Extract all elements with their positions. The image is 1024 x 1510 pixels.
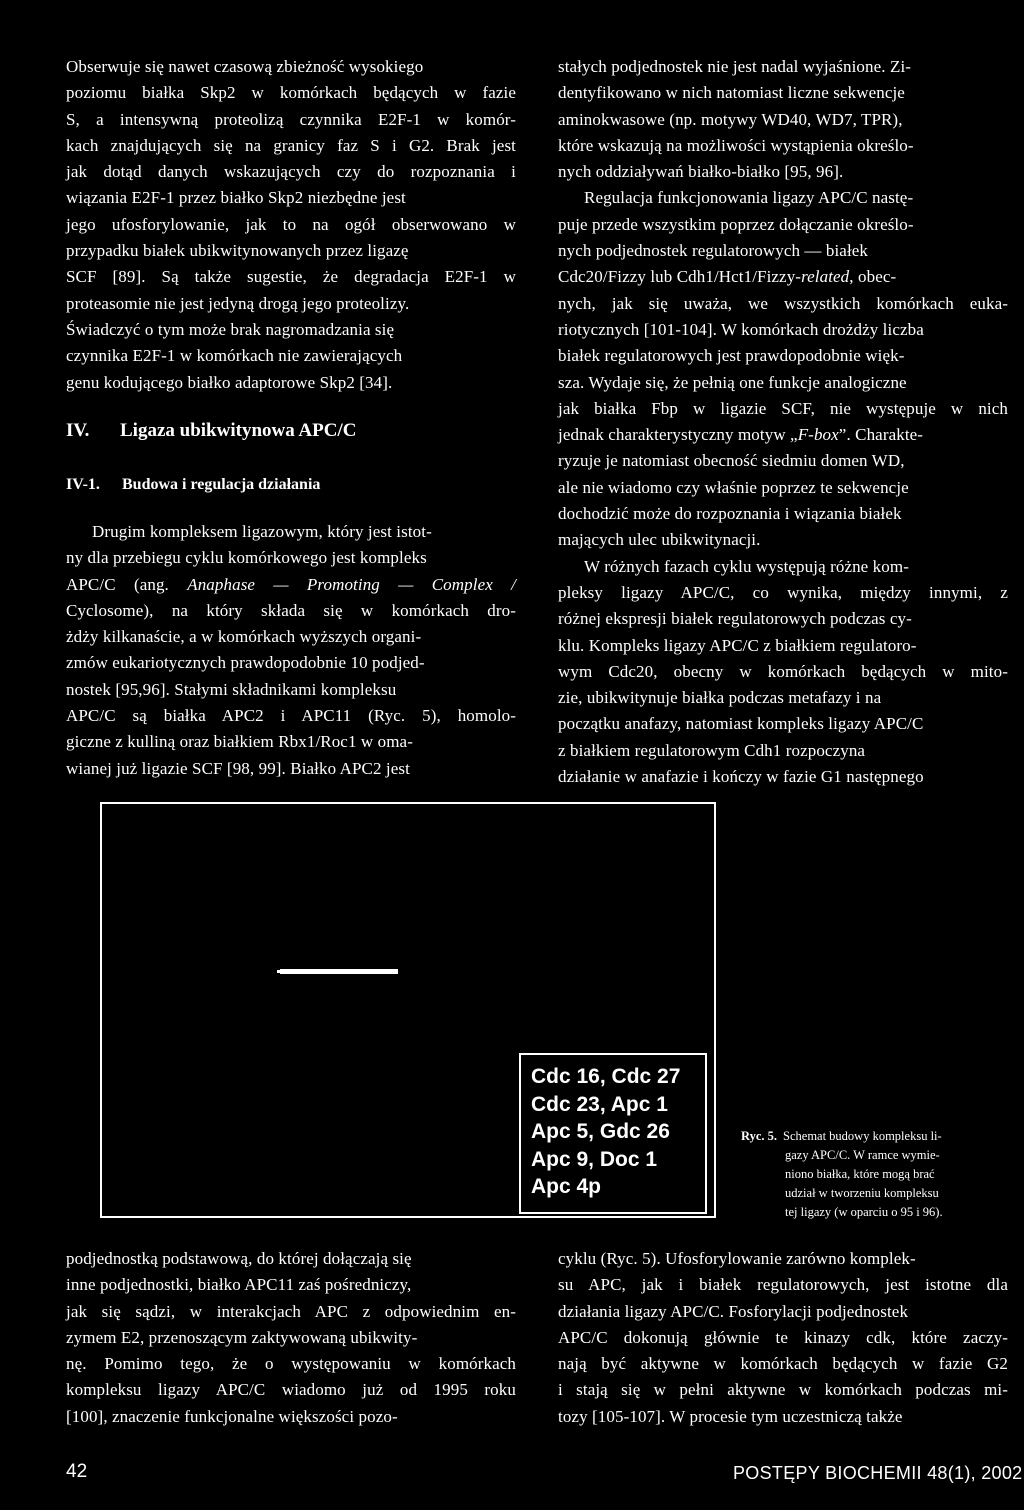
text-line: jego ufosforylowanie, jak to na ogół obserwowano w: [66, 214, 516, 234]
text-line: czynnika E2F-1 w komórkach nie zawierających: [66, 346, 403, 366]
figure-line-mark: [280, 969, 398, 974]
text-line: wianej już ligazie SCF [98, 99]. Białko APC2 jest: [66, 758, 410, 778]
text-line: ryzuje je natomiast obecność siedmiu domen WD,: [558, 451, 905, 471]
text-line: inne podjednostki, białko APC11 zaś pośredniczy,: [66, 1275, 412, 1295]
text-line: podjednostką podstawową, do której dołączają się: [66, 1249, 412, 1268]
text-line: nych, jak się uważa, we wszystkich komórkach euka-: [558, 293, 1008, 313]
text-line: nostek [95,96]. Stałymi składnikami kompleksu: [66, 679, 397, 699]
caption-text: Schemat budowy kompleksu li-: [783, 1129, 942, 1143]
text-fragment: , obec-: [849, 267, 897, 287]
text-line: nych oddziaływań białko-białko [95, 96].: [558, 162, 844, 182]
caption-line: [741, 1127, 1013, 1146]
text-line: su APC, jak i białek regulatorowych, jest istotne dla: [558, 1275, 1008, 1295]
subsection-title: Budowa i regulacja działania: [122, 476, 321, 493]
text-line: różnej ekspresji białek regulatorowych podczas cy-: [558, 609, 912, 629]
text-line: tozy [105-107]. W procesie tym uczestniczą także: [558, 1406, 903, 1426]
protein-list-box: [519, 1053, 707, 1214]
text-line: [100], znaczenie funkcjonalne większości pozo-: [66, 1406, 398, 1426]
text-line: i stają się w pełni aktywne w komórkach podczas mi-: [558, 1380, 1008, 1400]
text-line: SCF [89]. Są także sugestie, że degradacja E2F-1 w: [66, 267, 516, 287]
text-fragment: APC/C (ang.: [66, 574, 188, 594]
text-line: [66, 572, 516, 598]
italic-term: related: [801, 267, 850, 287]
text-line: pleksy ligazy APC/C, co wynika, między innymi, z: [558, 582, 1008, 602]
text-fragment: jednak charakterystyczny motyw „: [558, 425, 798, 445]
text-line: jak się sądzi, w interakcjach APC z odpowiednim en-: [66, 1301, 516, 1321]
text-line: sza. Wydaje się, że pełnią one funkcje analogiczne: [558, 372, 907, 392]
text-line: poziomu białka Skp2 w komórkach będących w fazie: [66, 83, 516, 103]
subsection-number: IV-1.: [66, 476, 100, 493]
protein-line: Apc 5, Gdc 26: [531, 1120, 670, 1143]
protein-line: Apc 9, Doc 1: [531, 1147, 658, 1171]
text-line: dentyfikowano w nich natomiast liczne sekwencje: [558, 83, 905, 103]
page-number: 42: [66, 1461, 88, 1482]
text-line: działanie w anafazie i kończy w fazie G1 następnego: [558, 767, 924, 787]
section-title: Ligaza ubikwitynowa APC/C: [120, 420, 357, 441]
text-line: dochodzić może do rozpoznania i wiązania białek: [558, 504, 902, 524]
text-line: żdży kilkanaście, a w komórkach wyższych organi-: [66, 627, 422, 647]
section-heading: [66, 420, 356, 442]
text-line: jak białka Fbp w ligazie SCF, nie występuje w nich: [558, 398, 1008, 418]
caption-line: udział w tworzeniu kompleksu: [785, 1186, 939, 1200]
text-line: kompleksu ligazy APC/C wiadomo już od 1995 roku: [66, 1380, 516, 1400]
text-line: nają być aktywne w komórkach będących w fazie G2: [558, 1354, 1008, 1374]
text-line: riotycznych [101-104]. W komórkach drożdży liczba: [558, 319, 924, 339]
caption-label: Ryc. 5.: [741, 1129, 778, 1143]
text-line: zymem E2, przenoszącym zaktywowaną ubikwity-: [66, 1327, 418, 1347]
subsection-heading: [66, 476, 320, 494]
text-line: ny dla przebiegu cyklu komórkowego jest kompleks: [66, 548, 427, 568]
text-line: giczne z kulliną oraz białkiem Rbx1/Roc1 w oma-: [66, 732, 413, 752]
journal-footer: POSTĘPY BIOCHEMII 48(1), 2002: [733, 1463, 1023, 1483]
text-line: białek regulatorowych jest prawdopodobnie więk-: [558, 346, 905, 366]
left-top-paragraph: [66, 54, 516, 396]
text-line: Świadczyć o tym może brak nagromadzania się: [66, 319, 395, 339]
text-line: genu kodującego białko adaptorowe Skp2 [34].: [66, 372, 393, 392]
text-line: [558, 422, 1008, 448]
text-fragment: ”. Charakte-: [838, 425, 924, 445]
text-line: Drugim kompleksem ligazowym, który jest istot-: [92, 522, 432, 541]
caption-line: tej ligazy (w oparciu o 95 i 96).: [785, 1205, 943, 1219]
text-line: zie, ubikwitynuje białka podczas metafazy i na: [558, 688, 882, 708]
text-line: które wskazują na możliwości wystąpienia określo-: [558, 135, 914, 155]
text-fragment: Cdc20/Fizzy lub Cdh1/Hct1/Fizzy-: [558, 267, 802, 287]
text-line: W różnych fazach cyklu występują różne kom-: [584, 556, 909, 576]
text-line: [558, 264, 1008, 290]
text-line: stałych podjednostek nie jest nadal wyjaśnione. Zi-: [558, 57, 912, 76]
text-line: puje przede wszystkim poprzez dołączanie określo-: [558, 214, 914, 234]
protein-line: Apc 4p: [531, 1175, 602, 1198]
caption-line: gazy APC/C. W ramce wymie-: [785, 1148, 940, 1162]
text-line: kach znajdujących się na granicy faz S i G2. Brak jest: [66, 135, 516, 155]
text-line: klu. Kompleks ligazy APC/C z białkiem regulatoro-: [558, 635, 917, 655]
text-line: mających ulec ubikwitynacji.: [558, 530, 761, 550]
italic-term: F-box: [797, 425, 839, 445]
text-line: wym Cdc20, obecny w komórkach będących w mito-: [558, 661, 1008, 681]
text-line: proteasomie nie jest jedyną drogą jego proteolizy.: [66, 293, 410, 313]
text-line: Cyclosome), na który składa się w komórkach dro-: [66, 600, 516, 620]
left-mid-paragraph: [66, 519, 516, 782]
text-line: APC/C dokonują głównie te kinazy cdk, które zaczy-: [558, 1327, 1008, 1347]
text-line: początku anafazy, natomiast kompleks ligazy APC/C: [558, 714, 924, 734]
text-line: APC/C są białka APC2 i APC11 (Ryc. 5), homolo-: [66, 706, 516, 726]
text-line: aminokwasowe (np. motywy WD40, WD7, TPR),: [558, 109, 903, 129]
text-line: Regulacja funkcjonowania ligazy APC/C nastę-: [584, 188, 914, 208]
text-line: nych podjednostek regulatorowych — białek: [558, 241, 869, 261]
right-top-paragraph: [558, 54, 1008, 790]
text-line: nę. Pomimo tego, że o występowaniu w komórkach: [66, 1354, 516, 1374]
right-bottom-paragraph: [558, 1246, 1008, 1430]
figure-caption: [741, 1127, 1013, 1222]
text-line: zmów eukariotycznych prawdopodobnie 10 podjed-: [66, 653, 425, 673]
text-line: z białkiem regulatorowym Cdh1 rozpoczyna: [558, 740, 866, 760]
text-line: cyklu (Ryc. 5). Ufosforylowanie zarówno komplek-: [558, 1249, 916, 1268]
section-number: IV.: [66, 420, 90, 441]
text-line: działania ligazy APC/C. Fosforylacji podjednostek: [558, 1301, 909, 1321]
left-bottom-paragraph: [66, 1246, 516, 1430]
text-line: jak dotąd danych wskazujących czy do rozpoznania i: [66, 162, 516, 182]
text-line: ale nie wiadomo czy właśnie poprzez te sekwencje: [558, 477, 909, 497]
caption-line: niono białka, które mogą brać: [785, 1167, 935, 1181]
protein-line: Cdc 23, Apc 1: [531, 1092, 668, 1116]
italic-term: Anaphase — Promoting — Complex /: [187, 574, 516, 594]
protein-line: Cdc 16, Cdc 27: [531, 1065, 681, 1088]
text-line: przypadku białek ubikwitynowanych przez ligazę: [66, 241, 409, 261]
text-line: S, a intensywną proteolizą czynnika E2F-1 w komór-: [66, 109, 516, 129]
text-line: Obserwuje się nawet czasową zbieżność wysokiego: [66, 57, 424, 76]
text-line: wiązania E2F-1 przez białko Skp2 niezbędne jest: [66, 188, 406, 208]
